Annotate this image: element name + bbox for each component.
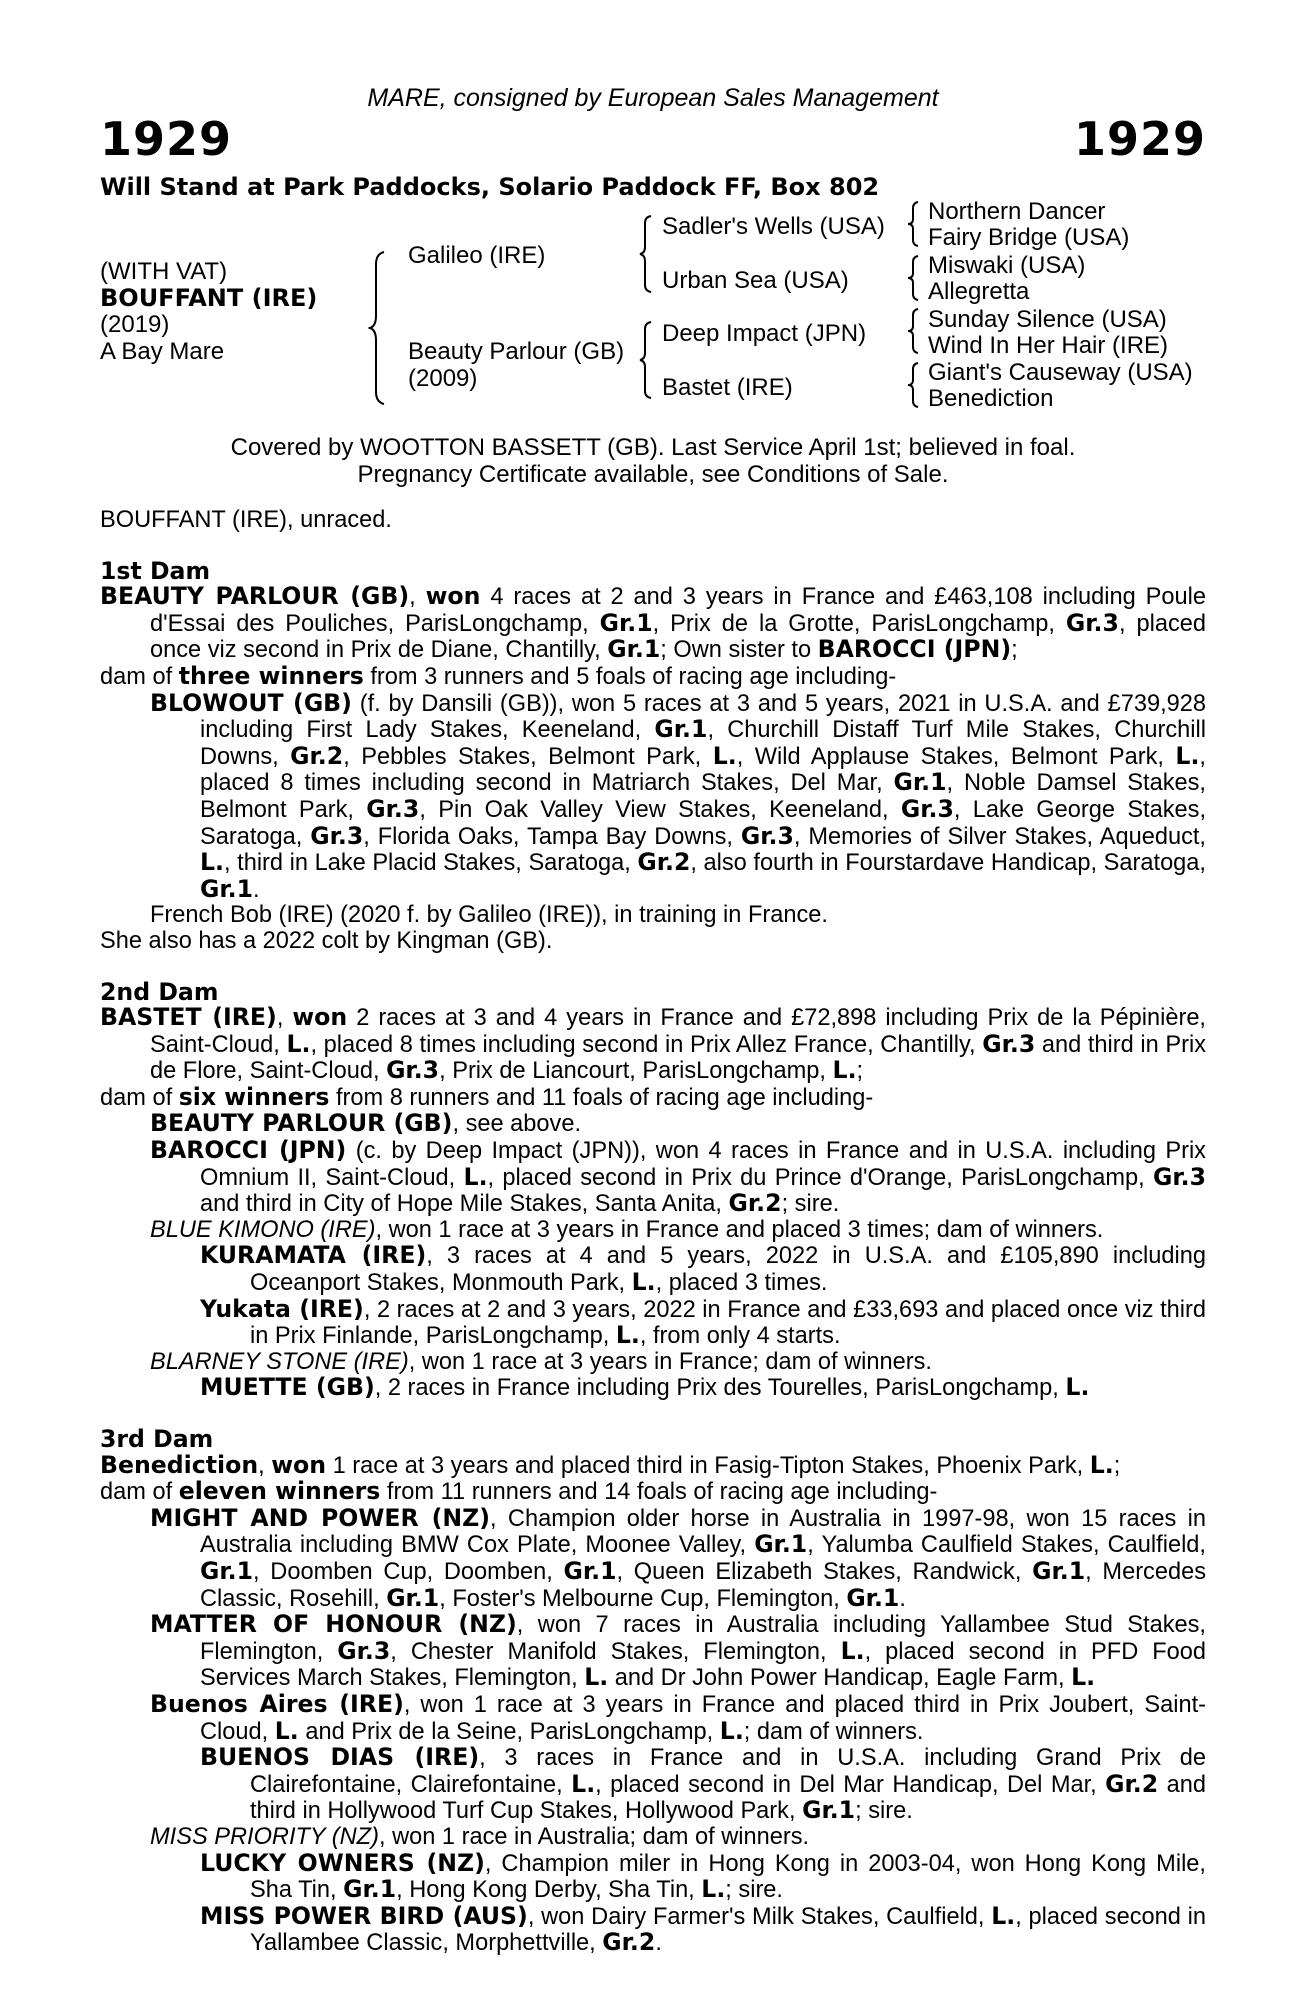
bold-run: Gr.2 [290, 741, 344, 770]
text-run: , Prix de la Grotte, ParisLongchamp, [652, 610, 1066, 637]
text-run: from 11 runners and 14 foals of racing age including- [380, 1479, 938, 1506]
bold-run: L. [1071, 1663, 1096, 1692]
bold-run: MIGHT AND POWER (NZ) [150, 1503, 491, 1532]
horse-description: A Bay Mare [100, 338, 225, 365]
text-run: , also fourth in Fourstardave Handicap, Saratoga, [690, 850, 1206, 877]
italic-run: BLARNEY STONE (IRE) [150, 1348, 409, 1375]
text-run: , won 1 race at 3 years in France; dam of winners. [408, 1348, 932, 1375]
covered-line-2: Pregnancy Certificate available, see Conditions of Sale. [357, 461, 949, 488]
first-dam-produce-2 [100, 903, 1206, 929]
bold-run: L. [463, 1162, 488, 1191]
bold-run: Benediction [100, 1450, 259, 1479]
bold-run: L. [832, 1056, 857, 1085]
bold-run: won [425, 582, 481, 611]
bold-run: Gr.1 [200, 874, 254, 903]
text-run: , placed second in Del Mar Handicap, Del Mar, [595, 1771, 1106, 1798]
italic-run: MISS PRIORITY (NZ) [150, 1823, 379, 1850]
text-run: French Bob (IRE) (2020 f. by Galileo (IRE)), in training in France. [150, 902, 828, 929]
covered-line-1: Covered by WOOTTON BASSETT (GB). Last Service April 1st; believed in foal. [230, 434, 1076, 461]
bold-run: Gr.1 [607, 635, 661, 664]
text-run: and third in Hollywood Turf Cup Stakes, Hollywood Park, [250, 1771, 1207, 1825]
text-run: 4 races at 2 and 3 years in France and £463,108 including Poule d'Essai des Pouliches, ParisLongchamp, [150, 584, 1206, 637]
sire-dam-sire: Miswaki (USA) [928, 252, 1086, 279]
third-dam-heading: 3rd Dam [100, 1425, 214, 1453]
brace-sire [638, 214, 654, 294]
text-run: , Memories of Silver Stakes, Aqueduct, [793, 823, 1206, 850]
text-run: , Pin Oak Valley View Stakes, Keeneland, [419, 796, 901, 823]
text-run: , placed 8 times including second in Matriarch Stakes, Del Mar, [200, 743, 1206, 797]
third-dam-produce-4 [100, 1825, 1206, 1851]
bold-run: BLOWOUT (GB) [150, 688, 352, 717]
brace-ss [906, 200, 920, 248]
text-run: from 3 runners and 5 foals of racing age including- [363, 663, 897, 690]
text-run: , 2 races at 2 and 3 years, 2022 in France and £33,693 and placed once viz third in Prix Finlande, ParisLongchamp, [250, 1296, 1206, 1350]
text-run: , Mercedes Classic, Rosehill, [200, 1558, 1207, 1612]
first-dam-record [100, 584, 1206, 664]
text-run: , [276, 1005, 293, 1032]
second-dam-produce-4 [100, 1350, 1206, 1376]
text-run: dam of [100, 1084, 179, 1111]
bold-run: Yukata (IRE) [200, 1294, 364, 1323]
text-run: . [655, 1930, 662, 1957]
text-run: , won 7 races in Australia including Yallambee Stud Stakes, Flemington, [200, 1612, 1206, 1665]
bold-run: Gr.1 [846, 1583, 900, 1612]
bold-run: eleven winners [178, 1477, 381, 1506]
dam-dam-sire: Giant's Causeway (USA) [928, 359, 1193, 386]
text-run: , placed second in Prix du Prince d'Orange, ParisLongchamp, [487, 1164, 1153, 1191]
text-run: , won 1 race at 3 years in France and placed third in Prix Joubert, Saint-Cloud, [200, 1691, 1207, 1745]
bold-run: Gr.1 [200, 1556, 254, 1585]
text-run: , 3 races at 4 and 5 years, 2022 in U.S.A. and £105,890 including Oceanport Stakes, Monmouth Park, [250, 1243, 1206, 1297]
bold-run: L. [712, 741, 737, 770]
sire: Galileo (IRE) [408, 242, 546, 269]
sire-sire: Sadler's Wells (USA) [662, 213, 885, 240]
text-run: ; [1113, 1452, 1121, 1479]
text-run: , [258, 1452, 272, 1479]
bold-run: Gr.1 [654, 715, 708, 744]
second-dam-produce-1 [100, 1111, 1206, 1138]
bold-run: Gr.3 [310, 821, 364, 850]
first-dam-produce-1 [100, 688, 1207, 904]
bold-run: L. [991, 1901, 1016, 1930]
brace-main [368, 250, 388, 406]
text-run: , Wild Applause Stakes, Belmont Park, [736, 743, 1176, 770]
bold-run: BUENOS DIAS (IRE) [200, 1743, 480, 1772]
text-run: dam of [100, 1479, 179, 1506]
bold-run: MATTER OF HONOUR (NZ) [150, 1610, 517, 1639]
bold-run: KURAMATA (IRE) [200, 1241, 427, 1270]
sire-dam-dam: Allegretta [928, 278, 1030, 305]
text-run: , Lake George Stakes, Saratoga, [200, 796, 1207, 850]
dam-sire-dam: Wind In Her Hair (IRE) [928, 332, 1169, 359]
text-run: dam of [100, 663, 179, 690]
pedigree-table [100, 200, 1220, 430]
text-run: , Pebbles Stakes, Belmont Park, [343, 743, 713, 770]
bold-run: Gr.1 [802, 1796, 856, 1825]
text-run: , placed 8 times including second in Prix Allez France, Chantilly, [310, 1031, 983, 1058]
bold-run: won [271, 1450, 327, 1479]
italic-run: BLUE KIMONO (IRE) [150, 1216, 376, 1243]
bold-run: L. [274, 1716, 299, 1745]
bold-run: L. [840, 1636, 865, 1665]
bold-run: three winners [178, 661, 364, 690]
text-run: , placed 3 times. [655, 1270, 828, 1297]
bold-run: L. [584, 1663, 609, 1692]
bold-run: Gr.3 [740, 821, 794, 850]
lot-number-right: 1929 [1073, 112, 1206, 166]
bold-run: Gr.3 [982, 1029, 1036, 1058]
text-run: 2 races at 3 and 4 years in France and £72,898 including Prix de la Pépinière, Saint-Cloud, [150, 1005, 1206, 1058]
bold-run: Buenos Aires (IRE) [150, 1689, 404, 1718]
sire-dam: Urban Sea (USA) [662, 267, 849, 294]
bold-run: Gr.3 [386, 1056, 440, 1085]
text-run: , Queen Elizabeth Stakes, Randwick, [616, 1558, 1033, 1585]
text-run: , Champion older horse in Australia in 1997-98, won 15 races in Australia including BMW Cox Plate, Moonee Valley, [200, 1505, 1206, 1559]
bold-run: L. [615, 1321, 640, 1350]
text-run: (f. by Dansili (GB)), won 5 races at 3 and 5 years, 2021 in U.S.A. and £739,928 including First Lady Stakes, Keeneland, [200, 690, 1206, 744]
bold-run: L. [631, 1268, 656, 1297]
third-dam-produce-2 [100, 1612, 1206, 1692]
text-run: , won Dairy Farmer's Milk Stakes, Caulfield, [527, 1903, 992, 1930]
bold-run: MUETTE (GB) [200, 1373, 375, 1402]
text-run: , 3 races in France and in U.S.A. including Grand Prix de Clairefontaine, Clairefontaine, [250, 1745, 1206, 1798]
text-run: . [253, 876, 260, 903]
first-dam-heading: 1st Dam [100, 556, 211, 585]
text-run: , see above. [452, 1111, 581, 1138]
second-dam-produce-summary [100, 1082, 1206, 1112]
text-run: , 2 races in France including Prix des Tourelles, ParisLongchamp, [374, 1375, 1066, 1402]
text-run: and Prix de la Seine, ParisLongchamp, [298, 1718, 720, 1745]
bold-run: Gr.1 [599, 608, 653, 637]
text-run: , Doomben Cup, Doomben, [253, 1558, 564, 1585]
bold-run: MISS POWER BIRD (AUS) [200, 1901, 528, 1930]
bold-run: Gr.1 [386, 1583, 440, 1612]
text-run: , Prix de Liancourt, ParisLongchamp, [439, 1058, 833, 1085]
text-run: , Chester Manifold Stakes, Flemington, [390, 1638, 841, 1665]
bold-run: BEAUTY PARLOUR (GB) [150, 1109, 453, 1138]
text-run: , Noble Damsel Stakes, Belmont Park, [200, 770, 1206, 823]
text-run: and third in Prix de Flore, Saint-Cloud, [150, 1031, 1207, 1085]
text-run: and third in City of Hope Mile Stakes, Santa Anita, [200, 1191, 729, 1218]
bold-run: BEAUTY PARLOUR (GB) [100, 582, 410, 611]
bold-run: Gr.2 [1105, 1769, 1159, 1798]
covering-details [100, 434, 1206, 488]
third-dam-grandproduce-3a [100, 1745, 1206, 1825]
dam-dam-dam: Benediction [928, 385, 1054, 412]
foaling-year: (2019) [100, 311, 170, 338]
bold-run: Gr.1 [563, 1556, 617, 1585]
bold-run: L. [1175, 741, 1200, 770]
text-run: , placed once viz second in Prix de Diane, Chantilly, [150, 610, 1206, 664]
second-dam-grandproduce-3a [100, 1243, 1206, 1296]
third-dam-grandproduce-4a [100, 1848, 1206, 1904]
dam-sire-sire: Sunday Silence (USA) [928, 306, 1167, 333]
text-run: . [899, 1585, 906, 1612]
bold-run: Gr.3 [1152, 1162, 1207, 1191]
text-run: , Yalumba Caulfield Stakes, Caulfield, [807, 1532, 1206, 1559]
third-dam-grandproduce-4b [100, 1901, 1206, 1957]
bold-run: L. [719, 1716, 744, 1745]
text-run: , won 1 race at 3 years in France and placed 3 times; dam of winners. [375, 1216, 1104, 1243]
bold-run: won [292, 1003, 348, 1032]
brace-ds [906, 307, 920, 355]
bold-run: Gr.3 [337, 1636, 391, 1665]
text-run: , third in Lake Placid Stakes, Saratoga, [224, 850, 638, 877]
lot-number-left: 1929 [100, 112, 233, 166]
bold-run: Gr.1 [893, 768, 947, 797]
stand-location: Will Stand at Park Paddocks, Solario Paddock FF, Box 802 [100, 173, 880, 201]
text-run: , Hong Kong Derby, Sha Tin, [396, 1877, 702, 1904]
text-run: , placed second in PFD Food Services March Stakes, Flemington, [200, 1638, 1207, 1692]
race-record-intro: BOUFFANT (IRE), unraced. [100, 507, 392, 533]
brace-dd [906, 361, 920, 409]
consignor-line: MARE, consigned by European Sales Management [367, 84, 939, 112]
second-dam-grandproduce-3b [100, 1294, 1206, 1350]
bold-run: Gr.2 [728, 1189, 782, 1218]
sire-sire-dam: Fairy Bridge (USA) [928, 224, 1130, 251]
bold-run: six winners [178, 1082, 330, 1111]
first-dam-note [100, 929, 1206, 955]
dam-year: (2009) [408, 365, 478, 392]
bold-run: L. [286, 1029, 311, 1058]
vat-note: (WITH VAT) [100, 258, 228, 285]
text-run: , Champion miler in Hong Kong in 2003-04, won Hong Kong Mile, Sha Tin, [250, 1850, 1206, 1904]
bold-run: L. [1065, 1373, 1090, 1402]
bold-run: L. [200, 848, 224, 877]
text-run: , won 1 race in Australia; dam of winners. [378, 1823, 810, 1850]
bold-run: LUCKY OWNERS (NZ) [200, 1848, 485, 1877]
text-run: , Churchill Distaff Turf Mile Stakes, Churchill Downs, [200, 717, 1206, 770]
text-run: ; sire. [725, 1877, 783, 1904]
bold-run: Gr.2 [602, 1928, 656, 1957]
text-run: 1 race at 3 years and placed third in Fasig-Tipton Stakes, Phoenix Park, [326, 1452, 1090, 1479]
third-dam-produce-3 [100, 1689, 1207, 1745]
text-run: , Florida Oaks, Tampa Bay Downs, [363, 823, 741, 850]
text-run: ; [1011, 637, 1018, 664]
horse-name: BOUFFANT (IRE) [100, 284, 318, 312]
text-run: (c. by Deep Impact (JPN)), won 4 races in France and in U.S.A. including Prix Omnium II, Saint-Cloud, [200, 1138, 1206, 1191]
text-run: , placed second in Yallambee Classic, Morphettville, [250, 1903, 1206, 1957]
bold-run: Gr.1 [754, 1530, 808, 1559]
bold-run: Gr.3 [366, 794, 420, 823]
bold-run: L. [701, 1875, 726, 1904]
text-run: ; sire. [781, 1191, 840, 1218]
second-dam-produce-3 [100, 1218, 1206, 1244]
bold-run: L. [1089, 1450, 1114, 1479]
dam-dam: Bastet (IRE) [662, 374, 793, 401]
text-run: , Foster's Melbourne Cup, Flemington, [439, 1585, 847, 1612]
bold-run: L. [571, 1769, 596, 1798]
bold-run: BASTET (IRE) [100, 1003, 277, 1032]
dam-sire: Deep Impact (JPN) [662, 320, 867, 347]
dam: Beauty Parlour (GB) [408, 338, 625, 365]
brace-sd [906, 254, 920, 302]
bold-run: BAROCCI (JPN) [150, 1136, 347, 1165]
brace-dam [638, 320, 654, 400]
text-run: ; sire. [855, 1798, 913, 1825]
text-run: ; dam of winners. [743, 1718, 924, 1745]
second-dam-produce-2 [100, 1138, 1206, 1218]
produce-record [100, 508, 1206, 1957]
second-dam-heading: 2nd Dam [100, 977, 219, 1006]
third-dam-record [100, 1450, 1206, 1480]
bold-run: BAROCCI (JPN) [817, 635, 1012, 664]
text-run: , [409, 584, 426, 611]
bold-run: Gr.3 [1065, 608, 1119, 637]
second-dam-record [100, 1005, 1206, 1085]
first-dam-produce-summary [100, 661, 1206, 691]
bold-run: Gr.1 [1032, 1556, 1086, 1585]
sire-sire-sire: Northern Dancer [928, 198, 1106, 225]
text-run: She also has a 2022 colt by Kingman (GB). [100, 927, 553, 954]
text-run: from 8 runners and 11 foals of racing age including- [329, 1084, 874, 1111]
text-run: and Dr John Power Handicap, Eagle Farm, [608, 1665, 1072, 1692]
bold-run: Gr.2 [637, 848, 691, 877]
second-dam-grandproduce-4a [100, 1375, 1206, 1402]
bold-run: Gr.1 [343, 1875, 397, 1904]
third-dam-produce-summary [100, 1479, 1206, 1506]
third-dam-produce-1 [100, 1503, 1207, 1612]
text-run: ; [856, 1058, 864, 1085]
text-run: ; Own sister to [660, 637, 818, 664]
bold-run: Gr.3 [900, 794, 954, 823]
text-run: , from only 4 starts. [639, 1323, 841, 1350]
